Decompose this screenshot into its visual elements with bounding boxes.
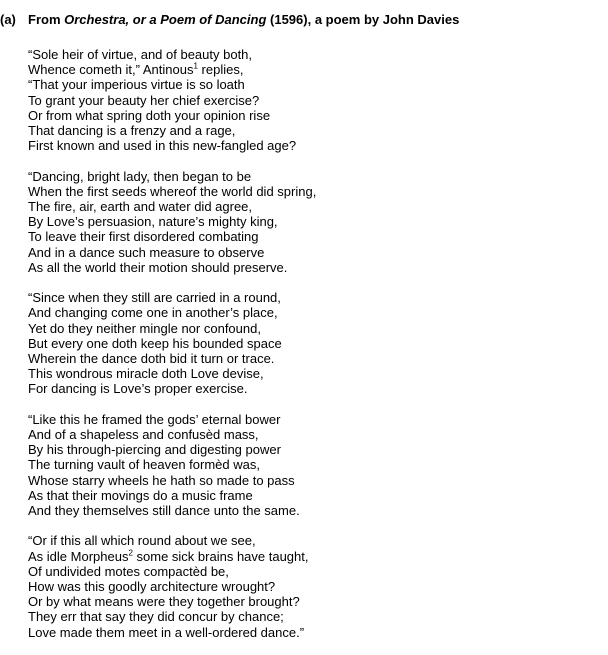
poem-line xyxy=(28,62,316,77)
poem-line xyxy=(28,138,316,153)
line-text: The fire, air, earth and water did agree, xyxy=(28,199,253,215)
line-text: But every one doth keep his bounded space xyxy=(28,335,282,351)
stanza xyxy=(28,290,316,396)
line-text: Or by what means were they together brought? xyxy=(28,594,300,610)
question-part-marker: (a) xyxy=(0,12,16,27)
work-title: Orchestra, or a Poem of Dancing xyxy=(64,12,267,27)
line-text: And changing come one in another’s place, xyxy=(28,305,278,321)
stanza xyxy=(28,533,316,639)
line-text: They err that say they did concur by chance; xyxy=(28,609,284,625)
line-text: “Since when they still are carried in a round, xyxy=(28,290,281,306)
poem-line xyxy=(28,108,316,123)
line-text: Wherein the dance doth bid it turn or trace. xyxy=(28,351,275,367)
stanza xyxy=(28,47,316,153)
poem-line xyxy=(28,245,316,260)
line-text: To leave their first disordered combating xyxy=(28,229,259,245)
stanza xyxy=(28,412,316,518)
line-text: As that their movings do a music frame xyxy=(28,487,253,503)
line-text: Whose starry wheels he hath so made to pass xyxy=(28,472,295,488)
poem-line xyxy=(28,442,316,457)
poem-heading xyxy=(0,11,459,28)
line-text: And in a dance such measure to observe xyxy=(28,244,265,260)
line-text: And of a shapeless and confusèd mass, xyxy=(28,427,259,443)
footnote-marker: 1 xyxy=(193,61,198,71)
poem-line xyxy=(28,457,316,472)
line-text: And they themselves still dance unto the same. xyxy=(28,503,300,519)
poem-body xyxy=(28,47,316,655)
poem-line xyxy=(28,427,316,442)
line-text: Or from what spring doth your opinion rise xyxy=(28,107,271,123)
poem-line xyxy=(28,77,316,92)
poem-line xyxy=(28,549,316,564)
poem-line xyxy=(28,473,316,488)
line-text: This wondrous miracle doth Love devise, xyxy=(28,366,264,382)
poem-line xyxy=(28,533,316,548)
poem-line xyxy=(28,503,316,518)
line-text: As all the world their motion should preserve. xyxy=(28,259,288,275)
line-text-continued: some sick brains have taught, xyxy=(132,548,309,564)
poem-line xyxy=(28,260,316,275)
poem-line xyxy=(28,579,316,594)
line-text: “Like this he framed the gods’ eternal bower xyxy=(28,411,281,427)
poem-line xyxy=(28,564,316,579)
line-text: First known and used in this new-fangled age? xyxy=(28,138,297,154)
line-text: Of undivided motes compactèd be, xyxy=(28,563,229,579)
poem-line xyxy=(28,290,316,305)
poem-line xyxy=(28,488,316,503)
line-text: Love made them meet in a well-ordered dance.” xyxy=(28,624,305,640)
poem-line xyxy=(28,229,316,244)
line-text-continued: replies, xyxy=(197,62,244,78)
poem-line xyxy=(28,169,316,184)
poem-line xyxy=(28,214,316,229)
poem-line xyxy=(28,381,316,396)
line-text: The turning vault of heaven formèd was, xyxy=(28,457,260,473)
line-text: To grant your beauty her chief exercise? xyxy=(28,92,260,108)
poem-line xyxy=(28,366,316,381)
poem-line xyxy=(28,609,316,624)
line-text: “Dancing, bright lady, then began to be xyxy=(28,168,252,184)
line-text: How was this goodly architecture wrought? xyxy=(28,579,276,595)
poem-line xyxy=(28,412,316,427)
poem-line xyxy=(28,336,316,351)
line-text: As idle Morpheus xyxy=(28,548,129,564)
poem-line xyxy=(28,321,316,336)
line-text: Yet do they neither mingle nor confound, xyxy=(28,320,261,336)
line-text: By Love’s persuasion, nature’s mighty king, xyxy=(28,214,278,230)
poem-line xyxy=(28,47,316,62)
line-text: That dancing is a frenzy and a rage, xyxy=(28,123,236,139)
poem-line xyxy=(28,93,316,108)
poem-line xyxy=(28,625,316,640)
line-text: When the first seeds whereof the world did spring, xyxy=(28,183,317,199)
line-text: For dancing is Love’s proper exercise. xyxy=(28,381,248,397)
line-text: “Sole heir of virtue, and of beauty both, xyxy=(28,47,253,62)
poem-line xyxy=(28,594,316,609)
poem-line xyxy=(28,123,316,138)
footnote-marker: 2 xyxy=(128,548,133,558)
poem-line xyxy=(28,199,316,214)
poem-line xyxy=(28,305,316,320)
line-text: By his through-piercing and digesting power xyxy=(28,442,281,458)
poem-line xyxy=(28,351,316,366)
heading-suffix: (1596), a poem by John Davies xyxy=(266,12,460,27)
line-text: “That your imperious virtue is so loath xyxy=(28,77,245,93)
heading-prefix: From xyxy=(28,12,65,27)
line-text: Whence cometh it,” Antinous xyxy=(28,62,194,78)
stanza xyxy=(28,169,316,275)
poem-line xyxy=(28,184,316,199)
line-text: “Or if this all which round about we see, xyxy=(28,533,256,549)
